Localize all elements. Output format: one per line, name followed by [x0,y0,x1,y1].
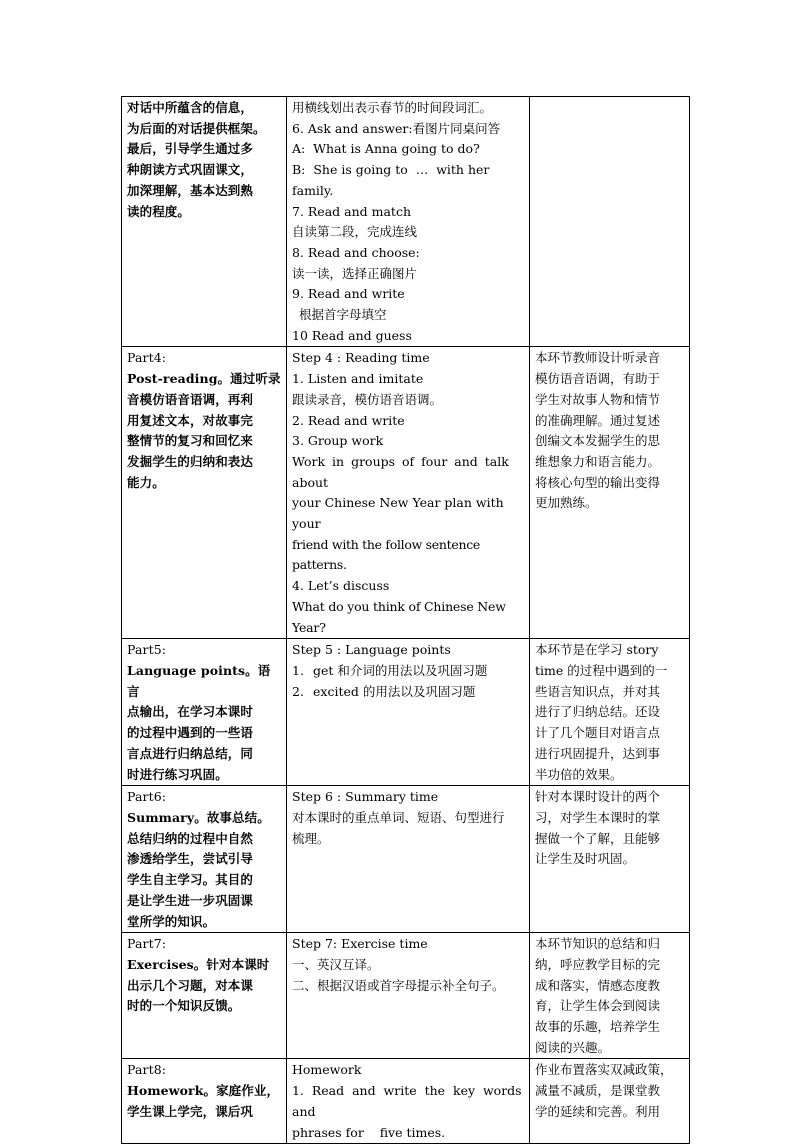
activity-text: 8. Read and choose: [292,244,420,260]
stage-cell [122,786,287,933]
activity-cell [287,1059,530,1144]
intent-text: 些语言知识点，并对其 [535,683,661,699]
activity-text: 10 Read and guess [292,327,412,343]
stage-text: 加深理解，基本达到熟 [127,182,254,198]
activity-text: 用横线划出表示春节的时间段词汇。 [292,100,493,115]
activity-text: 6. Ask and answer:看图片同桌问答 [292,120,501,136]
activity-text: Step 5 : Language points [292,642,451,658]
stage-text: 时进行练习巩固。 [127,766,228,782]
stage-text: 最后，引导学生通过多 [127,141,254,157]
table-row [122,97,690,347]
table-row [122,1059,690,1144]
activity-text: Homework [292,1062,362,1078]
stage-text: 能力。 [127,474,165,490]
intent-text: 本环节是在学习 story [535,642,659,658]
intent-text: 进行巩固提升，达到事 [535,745,661,761]
activity-text: 1. Read and write the key words and [292,1083,530,1119]
stage-cell [122,97,287,347]
item-number: 1. [292,662,304,678]
intent-cell [530,97,690,347]
intent-text: 纳，呼应教学目标的完 [535,956,661,972]
activity-text: 根据首字母填空 [299,307,387,323]
activity-text: A: What is Anna going to do? [292,141,480,157]
activity-text: 9. Read and write [292,286,405,302]
intent-cell [530,347,690,639]
item-number: 2. [292,683,304,699]
stage-heading: Part6: [127,789,167,805]
activity-text: 对本课时的重点单词、短语、句型进行 [292,809,505,825]
item-text: get 和介词的用法以及巩固习题 [313,662,488,678]
stage-text: 的过程中遇到的一些语 [127,725,254,741]
intent-cell [530,933,690,1059]
intent-text: 模仿语音语调，有助于 [535,371,661,387]
list-item [292,682,524,703]
intent-text: 作业布置落实双减政策， [535,1062,673,1078]
table-row [122,639,690,786]
activity-text: 读一读，选择正确图片 [292,265,418,281]
stage-text: 总结归纳的过程中自然 [127,830,254,846]
activity-text: B: She is going to … with her family. [292,162,494,198]
intent-text: 让学生及时巩固。 [535,851,636,867]
stage-text: 对话中所蕴含的信息， [127,100,254,115]
activity-cell [287,786,530,933]
activity-text: Work in groups of four and talk about [292,453,516,490]
activity-cell [287,97,530,347]
table-row [122,347,690,639]
lesson-plan-table [121,96,690,1144]
intent-text: 的准确理解。通过复述 [535,412,661,428]
activity-text: 7. Read and match [292,203,411,219]
activity-text: 4. Let’s discuss [292,578,390,594]
intent-text: 故事的乐趣，培养学生 [535,1019,661,1035]
intent-text: 计了几个题目对语言点 [535,725,661,741]
stage-text: 种朗读方式巩固课文， [127,162,254,178]
intent-text: time 的过程中遇到的一 [535,662,668,678]
activity-text: 二、根据汉语或首字母提示补全句子。 [292,977,505,993]
activity-text: Step 6 : Summary time [292,789,439,805]
intent-text: 维想象力和语言能力。 [535,453,661,469]
activity-text: 1. Listen and imitate [292,371,424,387]
stage-text: Summary。故事总结。 [127,809,270,825]
stage-text: 为后面的对话提供框架。 [127,120,266,136]
stage-text: Post-reading。通过听录 [127,371,281,387]
stage-text: 点输出，在学习本课时 [127,704,254,720]
intent-text: 进行了归纳总结。还设 [535,704,661,720]
intent-text: 握做一个了解，且能够 [535,830,661,846]
intent-text: 更加熟练。 [535,495,598,511]
stage-text: Exercises。针对本课时 [127,956,270,972]
stage-text: 堂所学的知识。 [127,913,216,929]
stage-cell [122,1059,287,1144]
intent-text: 习，对学生本课时的掌 [535,809,661,825]
activity-text: 3. Group work [292,433,384,449]
intent-text: 成和落实，情感态度教 [535,977,661,993]
activity-cell [287,933,530,1059]
stage-heading: Part7: [127,936,167,952]
stage-text: 出示几个习题，对本课 [127,977,254,993]
intent-text: 针对本课时设计的两个 [535,789,661,805]
intent-text: 阅读的兴趣。 [535,1039,611,1055]
stage-cell [122,639,287,786]
intent-text: 本环节教师设计听录音 [535,350,661,366]
stage-text: 音模仿语音语调，再利 [127,391,254,407]
stage-heading: Part8: [127,1062,167,1078]
intent-text: 创编文本发掘学生的思 [535,433,661,449]
table-row [122,786,690,933]
activity-text: Step 4 : Reading time [292,350,430,366]
intent-text: 减量不减质，是课堂教 [535,1083,661,1099]
stage-text: 渗透给学生，尝试引导 [127,851,254,867]
stage-text: 学生课上学完，课后巩 [127,1103,254,1119]
stage-cell [122,347,287,639]
activity-text: phrases for five times. [292,1124,446,1140]
activity-text: 2. Read and write [292,412,405,428]
stage-text: 时的一个知识反馈。 [127,998,241,1014]
stage-text: 读的程度。 [127,203,191,219]
item-text: excited 的用法以及巩固习题 [313,683,476,699]
activity-text: Step 7: Exercise time [292,936,428,952]
stage-text: Homework。家庭作业， [127,1083,280,1099]
stage-text: 发掘学生的归纳和表达 [127,453,254,469]
intent-text: 学生对故事人物和情节 [535,391,661,407]
stage-heading: Part5: [127,642,167,658]
intent-text: 将核心句型的输出变得 [535,474,661,490]
stage-heading: Part4: [127,350,167,366]
activity-text: 自读第二段，完成连线 [292,224,418,240]
intent-text: 半功倍的效果。 [535,766,623,782]
intent-text: 学的延续和完善。利用 [535,1103,661,1119]
intent-cell [530,1059,690,1144]
activity-cell [287,347,530,639]
activity-text: What do you think of Chinese New Year? [292,598,510,635]
activity-text: friend with the follow sentence patterns. [292,536,484,573]
stage-text: 言点进行归纳总结，同 [127,745,254,761]
intent-text: 育，让学生体会到阅读 [535,998,661,1014]
activity-cell [287,639,530,786]
stage-text: 是让学生进一步巩固课 [127,892,254,908]
table-row [122,933,690,1059]
activity-text: 一、英汉互译。 [292,956,380,972]
stage-text: 学生自主学习。其目的 [127,872,254,888]
stage-text: 整情节的复习和回忆来 [127,433,254,449]
stage-cell [122,933,287,1059]
intent-cell [530,639,690,786]
list-item [292,661,524,682]
intent-cell [530,786,690,933]
stage-text: 用复述文本，对故事完 [127,412,254,428]
activity-text: 跟读录音，模仿语音语调。 [292,391,443,407]
intent-text: 本环节知识的总结和归 [535,936,661,952]
stage-text: Language points。语言 [127,662,271,699]
activity-text: 梳理。 [292,830,330,846]
activity-text: your Chinese New Year plan with your [292,495,508,532]
